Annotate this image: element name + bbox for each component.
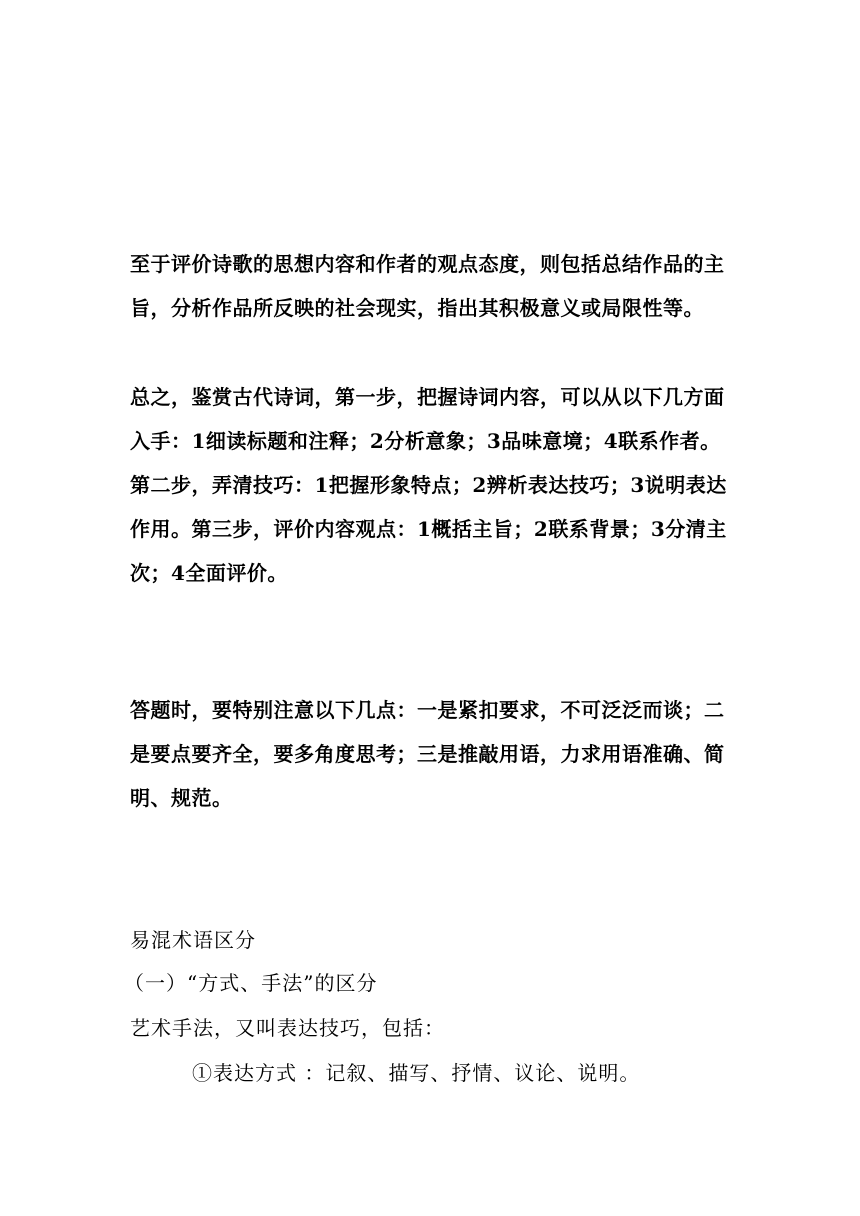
paragraph-answer-tips: 答题时，要特别注意以下几点：一是紧扣要求，不可泛泛而谈；二是要点要齐全，要多角度思考；三是推敲用语，力求用语准确、简明、规范。 <box>130 698 725 810</box>
paragraph-evaluation: 至于评价诗歌的思想内容和作者的观点态度，则包括总结作品的主旨，分析作品所反映的社会现实，指出其积极意义或局限性等。 <box>130 252 725 320</box>
paragraph-summary: 总之，鉴赏古代诗词，第一步，把握诗词内容，可以从以下几方面入手：1细读标题和注释；2分析意象；3品味意境；4联系作者。第二步，弄清技巧：1把握形象特点；2辨析表达技巧；3说明表达作用。第三步，评价内容观点：1概括主旨；2联系背景；3分清主次；4全面评价。 <box>130 385 727 585</box>
subsection-title: （一）“方式、手法”的区分 <box>124 971 378 995</box>
intro-line: 艺术手法，又叫表达技巧，包括： <box>130 1016 445 1040</box>
list-item-expression-methods: ①表达方式 ：记叙、描写、抒情、议论、说明。 <box>192 1061 641 1085</box>
section-title: 易混术语区分 <box>130 928 256 952</box>
